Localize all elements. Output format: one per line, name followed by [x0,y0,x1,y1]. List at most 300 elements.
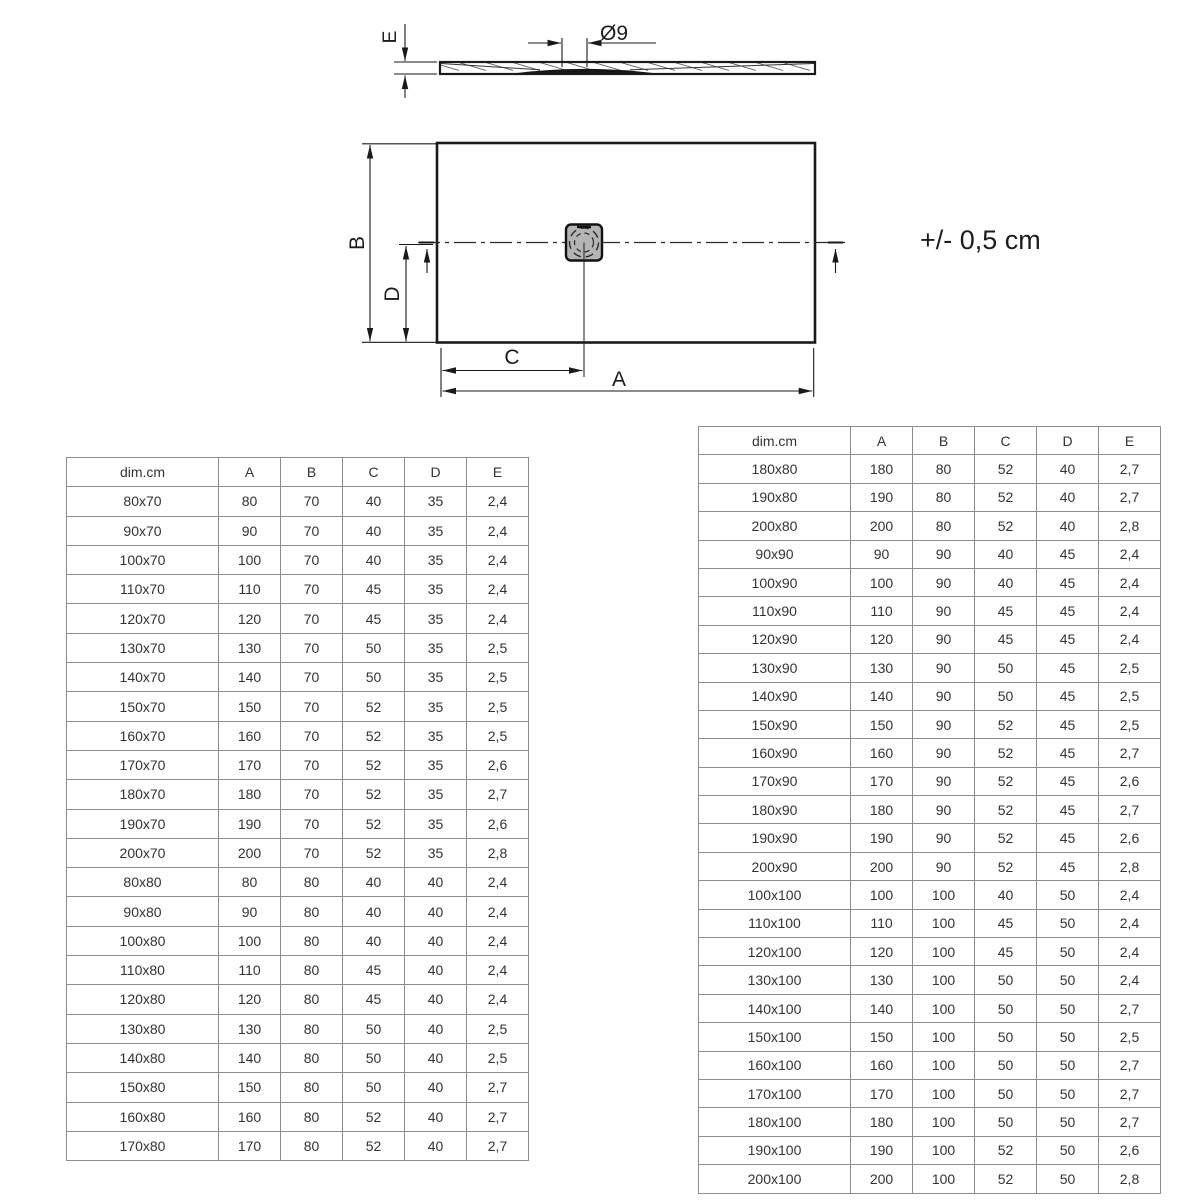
table-cell: 80 [219,868,281,897]
table-cell: 2,4 [467,545,529,574]
table-cell: 2,7 [1099,796,1161,824]
table-cell: 2,7 [1099,994,1161,1022]
table-cell: 90 [913,597,975,625]
table-cell: 35 [405,604,467,633]
column-header: E [467,458,529,487]
table-cell: 110x80 [67,956,219,985]
table-cell: 50 [975,966,1037,994]
table-row [67,897,529,926]
table-cell: 2,4 [467,926,529,955]
table-cell: 120x80 [67,985,219,1014]
table-cell: 100 [851,568,913,596]
table-cell: 35 [405,692,467,721]
table-cell: 50 [975,1023,1037,1051]
column-header: dim.cm [67,458,219,487]
table-cell: 80 [281,1131,343,1160]
table-cell: 190 [219,809,281,838]
table-cell: 45 [1037,852,1099,880]
table-cell: 180x100 [699,1108,851,1136]
table-cell: 110 [851,597,913,625]
table-row [699,597,1161,625]
table-cell: 2,5 [467,692,529,721]
table-cell: 110 [219,956,281,985]
table-row [699,1165,1161,1193]
dim-label-a: A [611,368,627,391]
tolerance-note: +/- 0,5 cm [920,225,1041,255]
table-cell: 52 [343,838,405,867]
table-cell: 35 [405,487,467,516]
table-header-row [699,427,1161,455]
table-cell: 2,7 [1099,483,1161,511]
table-cell: 45 [975,625,1037,653]
table-cell: 50 [1037,1108,1099,1136]
table-cell: 40 [1037,512,1099,540]
table-cell: 45 [343,604,405,633]
table-cell: 110x70 [67,575,219,604]
table-cell: 2,5 [1099,654,1161,682]
table-cell: 2,7 [1099,1108,1161,1136]
table-cell: 90 [219,516,281,545]
table-cell: 100x90 [699,568,851,596]
table-cell: 2,5 [1099,682,1161,710]
table-cell: 170x80 [67,1131,219,1160]
table-cell: 180 [219,780,281,809]
table-cell: 150 [851,710,913,738]
table-cell: 160x80 [67,1102,219,1131]
table-cell: 100x70 [67,545,219,574]
table-cell: 35 [405,721,467,750]
table-cell: 40 [975,881,1037,909]
table-cell: 35 [405,545,467,574]
table-cell: 70 [281,663,343,692]
table-cell: 70 [281,575,343,604]
table-cell: 45 [1037,739,1099,767]
table-cell: 52 [975,483,1037,511]
table-cell: 200x90 [699,852,851,880]
table-cell: 45 [1037,568,1099,596]
table-cell: 45 [975,938,1037,966]
table-cell: 160 [219,721,281,750]
table-cell: 45 [343,956,405,985]
table-cell: 160x90 [699,739,851,767]
table-cell: 35 [405,780,467,809]
column-header: E [1099,427,1161,455]
table-cell: 45 [1037,824,1099,852]
table-cell: 40 [405,1014,467,1043]
column-header: A [851,427,913,455]
table-cell: 140 [219,1043,281,1072]
table-cell: 50 [1037,1136,1099,1164]
table-cell: 40 [405,897,467,926]
table-row [67,545,529,574]
table-row [67,985,529,1014]
table-cell: 50 [1037,966,1099,994]
table-cell: 100 [913,966,975,994]
table-row [67,1014,529,1043]
table-cell: 150 [851,1023,913,1051]
table-row [699,824,1161,852]
table-cell: 100 [219,926,281,955]
table-cell: 2,5 [467,1014,529,1043]
table-cell: 100x80 [67,926,219,955]
table-cell: 190x70 [67,809,219,838]
table-row [67,956,529,985]
table-cell: 2,6 [467,809,529,838]
table-cell: 2,4 [1099,568,1161,596]
table-cell: 2,4 [1099,938,1161,966]
table-cell: 40 [343,926,405,955]
column-header: D [405,458,467,487]
table-cell: 200 [219,838,281,867]
table-cell: 70 [281,604,343,633]
table-cell: 200x100 [699,1165,851,1193]
table-header-row [67,458,529,487]
table-cell: 2,5 [467,721,529,750]
table-cell: 45 [1037,597,1099,625]
table-cell: 52 [975,455,1037,483]
table-cell: 100 [913,1079,975,1107]
table-cell: 50 [1037,881,1099,909]
table-cell: 180x90 [699,796,851,824]
table-row [699,966,1161,994]
table-cell: 170x70 [67,750,219,779]
table-cell: 80 [913,455,975,483]
table-cell: 100 [913,994,975,1022]
table-cell: 2,7 [1099,1079,1161,1107]
table-row [67,926,529,955]
table-cell: 2,7 [467,1102,529,1131]
table-cell: 70 [281,809,343,838]
table-cell: 45 [975,597,1037,625]
table-cell: 110x100 [699,909,851,937]
table-cell: 90 [913,654,975,682]
table-row [67,809,529,838]
table-cell: 40 [405,1131,467,1160]
table-cell: 50 [1037,994,1099,1022]
table-row [67,750,529,779]
table-cell: 40 [975,540,1037,568]
table-cell: 190 [851,824,913,852]
table-row [699,455,1161,483]
size-table-right [698,426,1161,1194]
table-cell: 150x90 [699,710,851,738]
table-cell: 90 [913,540,975,568]
table-cell: 80 [281,1014,343,1043]
table-row [699,852,1161,880]
column-header: dim.cm [699,427,851,455]
table-cell: 40 [1037,483,1099,511]
table-cell: 2,4 [1099,597,1161,625]
table-row [67,575,529,604]
table-cell: 40 [343,487,405,516]
table-row [699,739,1161,767]
table-cell: 50 [343,633,405,662]
table-cell: 52 [975,852,1037,880]
table-row [699,568,1161,596]
table-cell: 130x70 [67,633,219,662]
table-cell: 150 [219,692,281,721]
table-cell: 40 [975,568,1037,596]
table-cell: 45 [1037,625,1099,653]
table-cell: 90 [913,739,975,767]
table-cell: 35 [405,750,467,779]
table-cell: 130 [219,633,281,662]
table-cell: 170 [851,767,913,795]
table-cell: 90 [913,852,975,880]
table-cell: 70 [281,750,343,779]
table-cell: 160 [219,1102,281,1131]
table-cell: 40 [343,897,405,926]
table-cell: 120 [219,985,281,1014]
table-cell: 45 [343,985,405,1014]
table-cell: 2,4 [467,604,529,633]
table-cell: 150x70 [67,692,219,721]
table-cell: 2,6 [1099,1136,1161,1164]
table-cell: 100 [913,1108,975,1136]
table-row [699,796,1161,824]
table-cell: 52 [343,721,405,750]
table-cell: 130 [851,654,913,682]
table-cell: 90 [913,767,975,795]
table-cell: 150x80 [67,1073,219,1102]
column-header: C [343,458,405,487]
table-cell: 140x90 [699,682,851,710]
table-row [67,633,529,662]
table-cell: 2,7 [467,1131,529,1160]
table-cell: 2,4 [1099,966,1161,994]
table-cell: 140 [851,682,913,710]
table-cell: 45 [1037,710,1099,738]
table-cell: 100 [913,938,975,966]
table-cell: 40 [405,868,467,897]
table-cell: 130x80 [67,1014,219,1043]
table-cell: 52 [975,824,1037,852]
table-cell: 2,4 [1099,881,1161,909]
table-row [67,1043,529,1072]
table-cell: 140x80 [67,1043,219,1072]
table-row [699,1079,1161,1107]
table-cell: 100 [913,1165,975,1193]
table-row [67,516,529,545]
table-cell: 120 [219,604,281,633]
table-cell: 2,4 [1099,540,1161,568]
table-cell: 90 [913,682,975,710]
table-cell: 160x70 [67,721,219,750]
table-cell: 180x80 [699,455,851,483]
table-cell: 52 [343,1102,405,1131]
table-cell: 40 [343,545,405,574]
dim-label-c: C [504,346,520,369]
table-cell: 200 [851,512,913,540]
table-cell: 80 [281,1043,343,1072]
table-row [699,881,1161,909]
table-cell: 2,4 [1099,909,1161,937]
table-cell: 40 [405,985,467,1014]
table-cell: 2,5 [467,633,529,662]
table-cell: 52 [975,796,1037,824]
table-cell: 2,4 [467,956,529,985]
table-row [67,780,529,809]
table-cell: 40 [405,1073,467,1102]
table-row [699,682,1161,710]
table-cell: 190 [851,483,913,511]
table-cell: 52 [975,739,1037,767]
table-row [67,868,529,897]
table-cell: 90 [913,568,975,596]
table-cell: 45 [1037,654,1099,682]
dimension-d [399,245,433,342]
table-row [699,938,1161,966]
table-cell: 2,7 [1099,1051,1161,1079]
table-cell: 140 [851,994,913,1022]
table-cell: 40 [1037,455,1099,483]
table-cell: 110 [851,909,913,937]
table-cell: 70 [281,487,343,516]
table-cell: 52 [343,780,405,809]
table-cell: 180 [851,455,913,483]
table-row [699,1108,1161,1136]
table-cell: 140x70 [67,663,219,692]
table-cell: 45 [975,909,1037,937]
dim-label-drain-diameter: Ø9 [600,22,629,45]
table-row [67,692,529,721]
top-view [346,143,847,397]
table-cell: 140 [219,663,281,692]
table-cell: 180 [851,796,913,824]
table-cell: 80 [281,985,343,1014]
table-cell: 50 [1037,1079,1099,1107]
table-cell: 52 [343,750,405,779]
table-cell: 80 [281,956,343,985]
table-cell: 52 [343,1131,405,1160]
table-cell: 50 [1037,1023,1099,1051]
dim-label-d: D [381,286,404,302]
table-cell: 50 [975,1108,1037,1136]
table-cell: 2,4 [467,487,529,516]
table-cell: 52 [975,767,1037,795]
table-row [699,994,1161,1022]
table-cell: 160 [851,739,913,767]
dim-label-e: E [380,30,401,44]
table-cell: 52 [343,809,405,838]
table-cell: 2,5 [1099,1023,1161,1051]
table-cell: 160x100 [699,1051,851,1079]
table-cell: 35 [405,838,467,867]
table-cell: 70 [281,545,343,574]
table-cell: 2,5 [467,1043,529,1072]
table-cell: 160 [851,1051,913,1079]
table-cell: 35 [405,809,467,838]
table-cell: 50 [1037,1165,1099,1193]
table-cell: 170 [851,1079,913,1107]
table-cell: 45 [1037,682,1099,710]
table-cell: 70 [281,780,343,809]
table-cell: 40 [343,516,405,545]
table-cell: 50 [343,1014,405,1043]
table-cell: 80 [281,1073,343,1102]
table-cell: 2,7 [1099,739,1161,767]
table-cell: 45 [1037,540,1099,568]
table-cell: 35 [405,575,467,604]
table-cell: 190x90 [699,824,851,852]
table-cell: 70 [281,633,343,662]
table-row [699,1023,1161,1051]
table-cell: 35 [405,516,467,545]
table-cell: 90x70 [67,516,219,545]
table-cell: 80 [281,897,343,926]
dimension-c [441,348,814,397]
table-cell: 200x70 [67,838,219,867]
table-cell: 80 [913,512,975,540]
table-cell: 2,7 [1099,455,1161,483]
table-cell: 150x100 [699,1023,851,1051]
table-cell: 80 [281,926,343,955]
table-cell: 40 [405,1043,467,1072]
table-cell: 2,8 [1099,1165,1161,1193]
table-cell: 110 [219,575,281,604]
table-cell: 100x100 [699,881,851,909]
column-header: A [219,458,281,487]
table-cell: 100 [913,909,975,937]
table-row [67,721,529,750]
table-cell: 50 [343,1043,405,1072]
table-cell: 130 [219,1014,281,1043]
table-cell: 70 [281,692,343,721]
table-cell: 120 [851,625,913,653]
table-cell: 2,4 [467,985,529,1014]
table-cell: 2,8 [1099,852,1161,880]
table-cell: 52 [975,710,1037,738]
table-cell: 200x80 [699,512,851,540]
table-cell: 52 [975,1165,1037,1193]
table-cell: 170x100 [699,1079,851,1107]
table-cell: 120x90 [699,625,851,653]
table-cell: 50 [975,682,1037,710]
table-row [699,710,1161,738]
table-cell: 170 [219,1131,281,1160]
table-cell: 130x100 [699,966,851,994]
size-table-left [66,457,529,1161]
table-cell: 2,6 [467,750,529,779]
table-cell: 190x100 [699,1136,851,1164]
table-cell: 50 [975,654,1037,682]
table-cell: 50 [1037,1051,1099,1079]
table-cell: 50 [1037,909,1099,937]
table-row [699,909,1161,937]
table-cell: 80 [281,1102,343,1131]
table-cell: 110x90 [699,597,851,625]
table-cell: 100 [219,545,281,574]
table-cell: 52 [343,692,405,721]
table-cell: 180 [851,1108,913,1136]
column-header: B [281,458,343,487]
table-cell: 120 [851,938,913,966]
table-cell: 150 [219,1073,281,1102]
table-cell: 2,4 [1099,625,1161,653]
table-cell: 100 [913,1136,975,1164]
table-cell: 40 [405,926,467,955]
table-cell: 90 [851,540,913,568]
table-row [67,487,529,516]
table-cell: 140x100 [699,994,851,1022]
table-cell: 40 [405,1102,467,1131]
table-cell: 2,5 [1099,710,1161,738]
side-view [380,22,815,98]
table-cell: 35 [405,663,467,692]
table-cell: 170 [219,750,281,779]
table-row [67,663,529,692]
table-cell: 130x90 [699,654,851,682]
